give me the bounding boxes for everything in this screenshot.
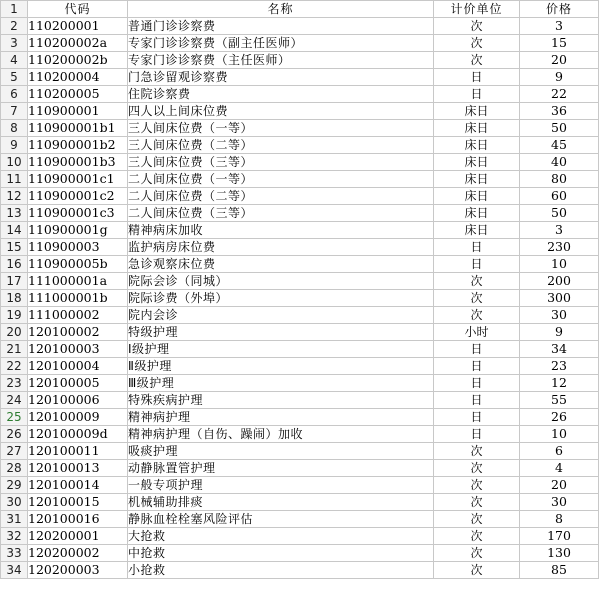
cell-code[interactable]: 120100005: [28, 375, 128, 392]
cell-code[interactable]: 120100004: [28, 358, 128, 375]
cell-unit[interactable]: 日: [434, 86, 520, 103]
table-row: [1, 239, 599, 256]
table-row: [1, 103, 599, 120]
cell-code[interactable]: 110900001c1: [28, 171, 128, 188]
cell-unit[interactable]: 次: [434, 307, 520, 324]
row-number[interactable]: 32: [1, 528, 28, 545]
table-row: [1, 477, 599, 494]
header-price[interactable]: 价格: [520, 1, 599, 18]
cell-unit[interactable]: 床日: [434, 154, 520, 171]
row-number[interactable]: 24: [1, 392, 28, 409]
cell-code[interactable]: 120100002: [28, 324, 128, 341]
cell-price[interactable]: 20: [520, 477, 599, 494]
cell-name[interactable]: 专家门诊诊察费（副主任医师）: [128, 35, 434, 52]
table-row: [1, 409, 599, 426]
cell-code[interactable]: 120100015: [28, 494, 128, 511]
row-number[interactable]: 27: [1, 443, 28, 460]
cell-code[interactable]: 120100016: [28, 511, 128, 528]
cell-unit[interactable]: 次: [434, 273, 520, 290]
cell-unit[interactable]: 次: [434, 528, 520, 545]
cell-unit[interactable]: 次: [434, 18, 520, 35]
table-row: [1, 273, 599, 290]
table-row: [1, 494, 599, 511]
cell-price[interactable]: 9: [520, 324, 599, 341]
table-row: [1, 426, 599, 443]
header-name[interactable]: 名称: [128, 1, 434, 18]
cell-price[interactable]: 80: [520, 171, 599, 188]
cell-code[interactable]: 110200005: [28, 86, 128, 103]
cell-name[interactable]: 监护病房床位费: [128, 239, 434, 256]
cell-unit[interactable]: 床日: [434, 188, 520, 205]
cell-unit[interactable]: 次: [434, 477, 520, 494]
row-number[interactable]: 15: [1, 239, 28, 256]
header-code[interactable]: 代码: [28, 1, 128, 18]
header-unit[interactable]: 计价单位: [434, 1, 520, 18]
table-row: [1, 137, 599, 154]
cell-price[interactable]: 4: [520, 460, 599, 477]
cell-price[interactable]: 50: [520, 205, 599, 222]
cell-name[interactable]: 三人间床位费（一等）: [128, 120, 434, 137]
row-number[interactable]: 16: [1, 256, 28, 273]
cell-name[interactable]: 三人间床位费（三等）: [128, 154, 434, 171]
cell-name[interactable]: 住院诊察费: [128, 86, 434, 103]
cell-name[interactable]: 机械辅助排痰: [128, 494, 434, 511]
cell-code[interactable]: 110900001c3: [28, 205, 128, 222]
row-number[interactable]: 2: [1, 18, 28, 35]
cell-name[interactable]: 三人间床位费（二等）: [128, 137, 434, 154]
row-number[interactable]: 28: [1, 460, 28, 477]
cell-code[interactable]: 111000001a: [28, 273, 128, 290]
table-row: [1, 528, 599, 545]
cell-unit[interactable]: 日: [434, 239, 520, 256]
cell-price[interactable]: 34: [520, 341, 599, 358]
row-number[interactable]: 20: [1, 324, 28, 341]
table-row: [1, 18, 599, 35]
cell-price[interactable]: 8: [520, 511, 599, 528]
cell-name[interactable]: Ⅲ级护理: [128, 375, 434, 392]
row-number[interactable]: 29: [1, 477, 28, 494]
cell-price[interactable]: 170: [520, 528, 599, 545]
cell-name[interactable]: Ⅰ级护理: [128, 341, 434, 358]
cell-code[interactable]: 110200002b: [28, 52, 128, 69]
cell-unit[interactable]: 次: [434, 494, 520, 511]
cell-price[interactable]: 10: [520, 256, 599, 273]
cell-unit[interactable]: 日: [434, 341, 520, 358]
row-number[interactable]: 9: [1, 137, 28, 154]
cell-price[interactable]: 26: [520, 409, 599, 426]
cell-unit[interactable]: 次: [434, 562, 520, 579]
cell-code[interactable]: 110200004: [28, 69, 128, 86]
table-row: [1, 307, 599, 324]
row-number[interactable]: 31: [1, 511, 28, 528]
cell-price[interactable]: 6: [520, 443, 599, 460]
table-row: [1, 545, 599, 562]
cell-unit[interactable]: 小时: [434, 324, 520, 341]
cell-name[interactable]: 精神病护理（自伤、躁闹）加收: [128, 426, 434, 443]
cell-name[interactable]: 二人间床位费（二等）: [128, 188, 434, 205]
cell-name[interactable]: 院内会诊: [128, 307, 434, 324]
row-number[interactable]: 10: [1, 154, 28, 171]
row-number[interactable]: 18: [1, 290, 28, 307]
cell-price[interactable]: 15: [520, 35, 599, 52]
row-number[interactable]: 17: [1, 273, 28, 290]
row-number[interactable]: 21: [1, 341, 28, 358]
cell-code[interactable]: 110200001: [28, 18, 128, 35]
table-row: [1, 86, 599, 103]
cell-unit[interactable]: 日: [434, 375, 520, 392]
cell-unit[interactable]: 次: [434, 460, 520, 477]
cell-name[interactable]: 精神病床加收: [128, 222, 434, 239]
cell-code[interactable]: 110900003: [28, 239, 128, 256]
table-row: [1, 358, 599, 375]
cell-unit[interactable]: 次: [434, 52, 520, 69]
cell-name[interactable]: 专家门诊诊察费（主任医师）: [128, 52, 434, 69]
cell-price[interactable]: 40: [520, 154, 599, 171]
table-row: [1, 324, 599, 341]
cell-price[interactable]: 45: [520, 137, 599, 154]
cell-code[interactable]: 120100011: [28, 443, 128, 460]
cell-price[interactable]: 10: [520, 426, 599, 443]
table-row: [1, 205, 599, 222]
cell-name[interactable]: 院际诊费（外埠）: [128, 290, 434, 307]
table-row: [1, 511, 599, 528]
cell-unit[interactable]: 次: [434, 35, 520, 52]
table-row: [1, 35, 599, 52]
table-row: [1, 341, 599, 358]
cell-name[interactable]: 二人间床位费（一等）: [128, 171, 434, 188]
cell-code[interactable]: 110900001g: [28, 222, 128, 239]
cell-code[interactable]: 120200001: [28, 528, 128, 545]
cell-price[interactable]: 55: [520, 392, 599, 409]
cell-price[interactable]: 20: [520, 52, 599, 69]
row-number[interactable]: 6: [1, 86, 28, 103]
cell-name[interactable]: 精神病护理: [128, 409, 434, 426]
cell-price[interactable]: 300: [520, 290, 599, 307]
cell-unit[interactable]: 日: [434, 409, 520, 426]
cell-unit[interactable]: 次: [434, 290, 520, 307]
cell-name[interactable]: 中抢救: [128, 545, 434, 562]
cell-unit[interactable]: 日: [434, 392, 520, 409]
table-row: [1, 290, 599, 307]
table-row: [1, 69, 599, 86]
cell-name[interactable]: 大抢救: [128, 528, 434, 545]
table-row: [1, 154, 599, 171]
cell-code[interactable]: 110900001c2: [28, 188, 128, 205]
cell-code[interactable]: 120200002: [28, 545, 128, 562]
cell-unit[interactable]: 床日: [434, 120, 520, 137]
cell-code[interactable]: 110900001: [28, 103, 128, 120]
row-number[interactable]: 33: [1, 545, 28, 562]
cell-unit[interactable]: 床日: [434, 205, 520, 222]
cell-price[interactable]: 23: [520, 358, 599, 375]
row-number[interactable]: 14: [1, 222, 28, 239]
cell-code[interactable]: 120100006: [28, 392, 128, 409]
cell-code[interactable]: 120100009: [28, 409, 128, 426]
row-number[interactable]: 1: [1, 1, 28, 18]
cell-unit[interactable]: 床日: [434, 222, 520, 239]
cell-unit[interactable]: 床日: [434, 103, 520, 120]
cell-name[interactable]: 动静脉置管护理: [128, 460, 434, 477]
cell-code[interactable]: 120100013: [28, 460, 128, 477]
row-number[interactable]: 34: [1, 562, 28, 579]
cell-unit[interactable]: 床日: [434, 137, 520, 154]
cell-name[interactable]: 吸痰护理: [128, 443, 434, 460]
row-number[interactable]: 12: [1, 188, 28, 205]
cell-code[interactable]: 110900001b3: [28, 154, 128, 171]
cell-code[interactable]: 110200002a: [28, 35, 128, 52]
cell-price[interactable]: 60: [520, 188, 599, 205]
cell-unit[interactable]: 日: [434, 256, 520, 273]
row-number[interactable]: 4: [1, 52, 28, 69]
table-row: [1, 375, 599, 392]
cell-price[interactable]: 230: [520, 239, 599, 256]
row-number[interactable]: 19: [1, 307, 28, 324]
cell-name[interactable]: 小抢救: [128, 562, 434, 579]
cell-name[interactable]: 特级护理: [128, 324, 434, 341]
cell-code[interactable]: 111000002: [28, 307, 128, 324]
table-row: [1, 392, 599, 409]
cell-unit[interactable]: 次: [434, 545, 520, 562]
table-row: [1, 188, 599, 205]
table-row: [1, 256, 599, 273]
cell-price[interactable]: 12: [520, 375, 599, 392]
cell-price[interactable]: 36: [520, 103, 599, 120]
cell-price[interactable]: 30: [520, 307, 599, 324]
cell-code[interactable]: 120200003: [28, 562, 128, 579]
cell-price[interactable]: 22: [520, 86, 599, 103]
row-number[interactable]: 13: [1, 205, 28, 222]
cell-name[interactable]: 四人以上间床位费: [128, 103, 434, 120]
cell-name[interactable]: 院际会诊（同城）: [128, 273, 434, 290]
cell-unit[interactable]: 日: [434, 69, 520, 86]
row-number[interactable]: 25: [1, 409, 28, 426]
table-row: [1, 222, 599, 239]
cell-name[interactable]: 急诊观察床位费: [128, 256, 434, 273]
row-number[interactable]: 22: [1, 358, 28, 375]
cell-code[interactable]: 110900001b2: [28, 137, 128, 154]
cell-price[interactable]: 130: [520, 545, 599, 562]
cell-price[interactable]: 9: [520, 69, 599, 86]
cell-code[interactable]: 111000001b: [28, 290, 128, 307]
header-row: [1, 1, 599, 18]
cell-name[interactable]: Ⅱ级护理: [128, 358, 434, 375]
cell-name[interactable]: 一般专项护理: [128, 477, 434, 494]
row-number[interactable]: 8: [1, 120, 28, 137]
cell-unit[interactable]: 次: [434, 443, 520, 460]
row-number[interactable]: 30: [1, 494, 28, 511]
cell-name[interactable]: 二人间床位费（三等）: [128, 205, 434, 222]
table-row: [1, 443, 599, 460]
row-number[interactable]: 7: [1, 103, 28, 120]
cell-name[interactable]: 门急诊留观诊察费: [128, 69, 434, 86]
table-row: [1, 52, 599, 69]
cell-price[interactable]: 3: [520, 18, 599, 35]
cell-price[interactable]: 85: [520, 562, 599, 579]
cell-code[interactable]: 120100009d: [28, 426, 128, 443]
cell-unit[interactable]: 日: [434, 426, 520, 443]
table-row: [1, 562, 599, 579]
cell-name[interactable]: 静脉血栓栓塞风险评估: [128, 511, 434, 528]
cell-code[interactable]: 110900001b1: [28, 120, 128, 137]
cell-unit[interactable]: 日: [434, 358, 520, 375]
cell-price[interactable]: 50: [520, 120, 599, 137]
row-number[interactable]: 26: [1, 426, 28, 443]
row-number[interactable]: 23: [1, 375, 28, 392]
cell-name[interactable]: 特殊疾病护理: [128, 392, 434, 409]
cell-code[interactable]: 110900005b: [28, 256, 128, 273]
row-number[interactable]: 5: [1, 69, 28, 86]
cell-price[interactable]: 200: [520, 273, 599, 290]
cell-unit[interactable]: 次: [434, 511, 520, 528]
cell-code[interactable]: 120100014: [28, 477, 128, 494]
cell-price[interactable]: 3: [520, 222, 599, 239]
table-row: [1, 460, 599, 477]
table-row: [1, 171, 599, 188]
cell-name[interactable]: 普通门诊诊察费: [128, 18, 434, 35]
cell-unit[interactable]: 床日: [434, 171, 520, 188]
row-number[interactable]: 3: [1, 35, 28, 52]
row-number[interactable]: 11: [1, 171, 28, 188]
cell-price[interactable]: 30: [520, 494, 599, 511]
table-row: [1, 120, 599, 137]
cell-code[interactable]: 120100003: [28, 341, 128, 358]
